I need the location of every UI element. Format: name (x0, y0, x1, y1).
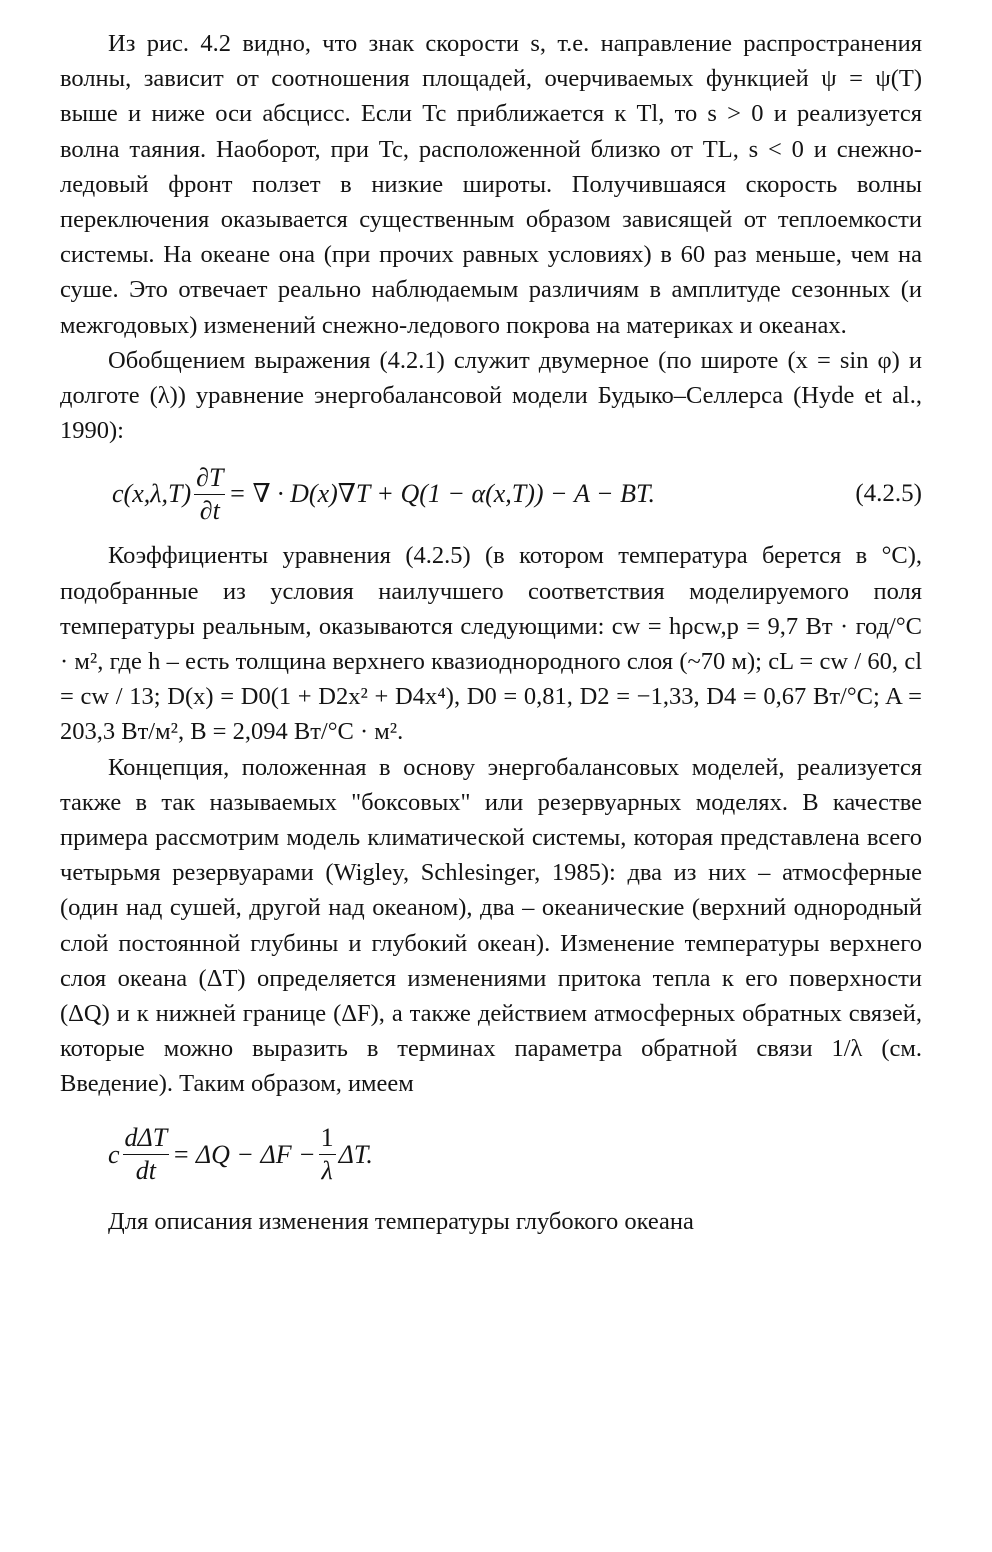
eq2-frac2-den: λ (321, 1156, 333, 1186)
eq1-frac-den: ∂t (199, 495, 220, 525)
paragraph-coefficients: Коэффициенты уравнения (4.2.5) (в котором температура берется в °C), подобранные из условия наилучшего соответствия моделируемого поля температуры реальным, оказываются следующими: cw = hρcw,p = 9,7 Вт · год/°C · м², где h – есть толщина верхнего квазиоднородного слоя (~70 м); cL = cw / 60, cl = cw / 13; D(x) = D0(1 + D2x² + D4x⁴), D0 = 0,81, D2 = −1,33, D4 = 0,67 Вт/°C; A = 203,3 Вт/м², B = 2,094 Вт/°C · м². (60, 542, 922, 746)
eq1-rhs: = ∇ · D(x)∇T + Q(1 − α(x,T)) − A − BT. (228, 479, 655, 509)
eq2-fraction-1 (123, 1122, 170, 1187)
paragraph-deep-ocean: Для описания изменения температуры глубокого океана (108, 1207, 694, 1235)
eq2-mid: = ΔQ − ΔF − (172, 1139, 316, 1169)
paragraph-generalization: Обобщением выражения (4.2.1) служит двумерное (по широте (x = sin φ) и долготе (λ)) уравнение энергобалансовой модели Будыко–Селлерса (Hyde et al., 1990): (60, 346, 922, 445)
equation-4-2-5 (60, 456, 922, 532)
eq2-prefix: c (108, 1139, 120, 1169)
eq2-fraction-2 (319, 1122, 336, 1187)
eq2-frac1-num: dΔT (123, 1122, 170, 1155)
equation-number-4-2-5: (4.2.5) (855, 480, 922, 508)
eq1-lhs-prefix: c(x,λ,T) (112, 479, 192, 509)
paragraph-wave-speed: Из рис. 4.2 видно, что знак скорости s, т.е. направление распространения волны, зависит от соотношения площадей, очерчиваемых функцией ψ = ψ(T) выше и ниже оси абсцисс. Если Tc приближается к Tl, то s > 0 и реализуется волна таяния. Наоборот, при Tc, расположенной близко от TL, s < 0 и снежно-ледовый фронт ползет в низкие широты. Получившаяся скорость волны переключения оказывается существенным образом зависящей от теплоемкости системы. На океане она (при прочих равных условиях) в 60 раз меньше, чем на суше. Это отвечает реально наблюдаемым различиям в амплитуде сезонных (и межгодовых) изменений снежно-ледового покрова на материках и океанах. (60, 30, 922, 339)
eq2-frac1-den: dt (135, 1156, 157, 1186)
eq2-frac2-num: 1 (319, 1122, 336, 1155)
eq1-fraction (194, 462, 225, 527)
eq1-frac-num: ∂T (194, 462, 225, 495)
paragraph-box-models: Концепция, положенная в основу энергобалансовых моделей, реализуется также в так называемых "боксовых" или резервуарных моделях. В качестве примера рассмотрим модель климатической системы, которая представлена всего четырьмя резервуарами (Wigley, Schlesinger, 1985): два из них – атмосферные (один над сушей, другой над океаном), два – океанические (верхний однородный слой постоянной глубины и глубокий океан). Изменение температуры верхнего слоя океана (ΔT) определяется изменениями притока тепла к его поверхности (ΔQ) и к нижней границе (ΔF), а также действием атмосферных обратных связей, которые можно выразить в терминах параметра обратной связи 1/λ (см. Введение). Таким образом, имеем (60, 753, 922, 1098)
equation-upper-ocean (60, 1112, 922, 1198)
eq2-tail: ΔT. (338, 1139, 373, 1169)
